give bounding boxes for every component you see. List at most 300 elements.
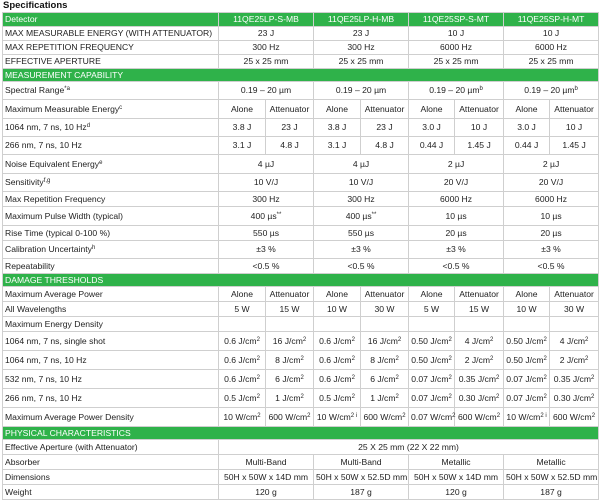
spec-value-text: Alone	[231, 289, 253, 299]
empty-cell	[314, 317, 361, 332]
spec-value	[455, 389, 504, 408]
spec-value	[409, 174, 504, 192]
spec-value-text: 0.30 J/cm	[553, 393, 592, 403]
spec-value	[550, 408, 599, 427]
spec-value	[314, 455, 409, 470]
spec-value	[219, 485, 314, 500]
spec-value	[314, 55, 409, 69]
spec-value-text: 20 V/J	[538, 177, 564, 187]
unit-exponent: 2	[395, 356, 399, 362]
spec-value	[504, 241, 599, 259]
spec-value	[504, 351, 550, 370]
unit-exponent: 2	[395, 394, 399, 400]
spec-value	[409, 470, 504, 485]
section-header-measurement	[3, 69, 599, 82]
spec-value	[314, 41, 409, 55]
spec-value-text: 1 J/cm	[275, 393, 301, 403]
row-label	[3, 241, 219, 259]
column-header	[219, 13, 314, 27]
column-header	[504, 13, 599, 27]
unit-exponent: 2	[448, 394, 452, 400]
density-row	[3, 351, 599, 370]
spec-value-text: 5 W	[234, 304, 250, 314]
footnote-marker: 2	[591, 413, 596, 419]
row-label-text: Maximum Pulse Width (typical)	[5, 211, 123, 221]
spec-value-text: 2 µJ	[447, 159, 465, 169]
spec-value	[504, 119, 550, 137]
spec-value-text: 10 J	[542, 28, 560, 38]
spec-value	[409, 155, 504, 174]
spec-value	[409, 259, 504, 274]
spec-value	[409, 55, 504, 69]
row-label-text: MAX MEASURABLE ENERGY (WITH ATTENUATOR)	[5, 28, 213, 38]
unit-exponent: 2	[496, 394, 500, 400]
spec-value-text: Alone	[326, 289, 348, 299]
row-label	[3, 27, 219, 41]
unit-exponent: 2	[490, 337, 494, 343]
spec-value	[504, 485, 599, 500]
spec-value	[409, 41, 504, 55]
footnote-marker: 2	[402, 413, 406, 419]
row-label	[3, 370, 219, 389]
row-label	[3, 485, 219, 500]
spec-value-text: 3.0 J	[422, 122, 441, 132]
spec-value-text: <0.5 %	[442, 261, 470, 271]
spec-value	[361, 370, 409, 389]
row-label	[3, 174, 219, 192]
spec-value-text: 4 J/cm	[464, 336, 491, 346]
spec-value-text: 0.6 J/cm	[224, 336, 257, 346]
spec-value	[504, 55, 599, 69]
unit-exponent: 2	[448, 375, 452, 381]
spec-value	[361, 351, 409, 370]
spec-value-text: 0.19 – 20 µm	[240, 85, 292, 95]
absorber-row	[3, 455, 599, 470]
spec-value	[314, 302, 361, 317]
row-label-text: 532 nm, 7 ns, 10 Hz	[5, 374, 82, 384]
spec-value-text: 0.50 J/cm	[411, 336, 449, 346]
spec-value-text: ±3 %	[351, 244, 371, 254]
spec-value	[219, 389, 266, 408]
spec-value-text: 10 V/J	[253, 177, 279, 187]
spec-value	[455, 302, 504, 317]
row-label-text: Sensitivity	[5, 177, 44, 187]
spec-value-text: 0.07 J/cm	[411, 393, 449, 403]
spec-value	[409, 137, 455, 155]
spec-value-text: 10 V/J	[348, 177, 374, 187]
noise-row	[3, 155, 599, 174]
unit-exponent: 2	[585, 356, 589, 362]
empty-cell	[504, 317, 550, 332]
spec-value	[219, 137, 266, 155]
unit-exponent: 2	[256, 356, 260, 362]
spec-value	[504, 332, 550, 351]
dimensions-row	[3, 470, 599, 485]
footnote-marker: f,g	[43, 178, 51, 184]
spec-value	[266, 332, 314, 351]
spec-value	[550, 351, 599, 370]
spec-value-text: 6000 Hz	[440, 42, 473, 52]
spec-value-text: 6 J/cm	[370, 374, 396, 384]
spec-value-text: 10 W	[516, 304, 537, 314]
spec-value-text: 3.0 J	[517, 122, 536, 132]
column-header-text: 11QE25LP-S-MB	[233, 14, 299, 24]
row-label-text: 1064 nm, 7 ns, 10 Hz	[5, 122, 87, 132]
spec-value	[550, 137, 599, 155]
spec-value-text: 600 W/cm	[268, 412, 308, 422]
spec-value-text: 0.5 J/cm	[319, 393, 352, 403]
footnote-marker: c	[119, 105, 123, 111]
spec-value	[314, 100, 361, 119]
row-label	[3, 192, 219, 207]
section-title	[3, 274, 599, 287]
footnote-marker: d	[86, 123, 91, 129]
spec-value	[219, 259, 314, 274]
spec-value-text: <0.5 %	[252, 261, 280, 271]
spec-value-text: <0.5 %	[537, 261, 565, 271]
footnote-marker: 2	[452, 413, 456, 419]
spec-value	[409, 455, 504, 470]
spec-value	[219, 332, 266, 351]
unit-exponent: 2	[591, 375, 595, 381]
spec-value	[266, 351, 314, 370]
footnote-marker: **	[371, 212, 377, 218]
spec-value	[409, 302, 455, 317]
spec-value	[266, 137, 314, 155]
spec-value	[361, 119, 409, 137]
spec-value-text: 3.8 J	[232, 122, 252, 132]
spec-value-text: Metallic	[536, 457, 566, 467]
spec-value	[504, 27, 599, 41]
density-row	[3, 332, 599, 351]
unit-exponent: 2	[543, 375, 547, 381]
footnote-marker: 2 i	[350, 413, 358, 419]
spec-value	[314, 332, 361, 351]
spec-value-text: Multi-Band	[340, 457, 382, 467]
unit-exponent: 2	[351, 337, 355, 343]
spec-value	[314, 137, 361, 155]
row-label	[3, 137, 219, 155]
spec-value-text: 6000 Hz	[535, 194, 568, 204]
footnote-marker: b	[479, 86, 483, 92]
spec-value	[409, 82, 504, 100]
spec-value	[550, 332, 599, 351]
spec-value	[409, 207, 504, 226]
spec-value-text: 1.45 J	[467, 140, 491, 150]
spec-value-text: ±3 %	[541, 244, 561, 254]
spec-value-text: 0.35 J/cm	[458, 374, 496, 384]
spec-value	[219, 100, 266, 119]
section-title	[3, 427, 599, 440]
row-label	[3, 389, 219, 408]
unit-exponent: 2	[490, 356, 494, 362]
spec-value-text: 4 µJ	[352, 159, 370, 169]
spec-value-text: 5 W	[423, 304, 440, 314]
weight-row	[3, 485, 599, 500]
spec-value	[314, 174, 409, 192]
specifications-table	[2, 12, 599, 500]
spectral-row	[3, 82, 599, 100]
spec-value	[266, 287, 314, 302]
spec-value-text: ±3 %	[256, 244, 276, 254]
spec-value	[504, 302, 550, 317]
spec-value	[550, 389, 599, 408]
spec-value	[504, 41, 599, 55]
spec-value	[550, 119, 599, 137]
spec-value	[455, 100, 504, 119]
spec-value-text: 0.07 W/cm	[411, 412, 453, 422]
spec-value	[409, 27, 504, 41]
spec-value	[219, 82, 314, 100]
spec-value-text: 2 J/cm	[464, 355, 491, 365]
unit-exponent: 2	[300, 375, 304, 381]
spec-value-text: 300 Hz	[252, 194, 280, 204]
spec-value	[409, 332, 455, 351]
spec-value-text: 120 g	[445, 487, 467, 497]
spec-value-text: 1.45 J	[562, 140, 586, 150]
spec-value-text: 0.50 J/cm	[506, 355, 544, 365]
spec-value	[455, 287, 504, 302]
footnote-marker: 2	[257, 413, 261, 419]
spec-value-text: ±3 %	[446, 244, 466, 254]
spec-value-text: Attenuator	[554, 104, 594, 114]
spec-value-text: 0.19 – 20 µm	[429, 85, 480, 95]
unit-exponent: 2	[585, 337, 589, 343]
spec-value	[219, 27, 314, 41]
spec-value-text: 120 g	[255, 487, 277, 497]
footnote-marker: 2 i	[540, 413, 547, 419]
spec-value	[504, 192, 599, 207]
spec-value	[504, 408, 550, 427]
spec-value-text: Alone	[231, 104, 253, 114]
spec-value	[314, 287, 361, 302]
spec-value	[314, 119, 361, 137]
footnote-marker: 2	[496, 413, 501, 419]
spec-value	[314, 241, 409, 259]
spec-value-text: 400 µs	[250, 211, 277, 221]
spec-value	[504, 259, 599, 274]
spec-value-text: 10 µs	[445, 211, 467, 221]
max-energy-row	[3, 100, 599, 119]
footnote-marker: **	[276, 212, 282, 218]
spec-value	[219, 470, 314, 485]
calib-row	[3, 241, 599, 259]
column-header-text: 11QE25SP-H-MT	[517, 14, 585, 24]
column-header	[409, 13, 504, 27]
row-label	[3, 207, 219, 226]
spec-value-text: 0.50 J/cm	[411, 355, 449, 365]
row-label-text: Maximum Measurable Energy	[5, 104, 120, 114]
spec-value-text: Attenuator	[459, 104, 499, 114]
spec-value	[361, 137, 409, 155]
empty-cell	[219, 317, 266, 332]
spec-value-text: 10 J	[565, 122, 583, 132]
spec-value-text: 3.8 J	[327, 122, 347, 132]
spec-value-text: 300 Hz	[347, 42, 375, 52]
spec-value-text: 8 J/cm	[370, 355, 396, 365]
spec-value-text: 10 J	[447, 28, 465, 38]
spec-value-text: Attenuator	[364, 289, 405, 299]
row-label-text: 266 nm, 7 ns, 10 Hz	[5, 140, 82, 150]
spec-value	[504, 389, 550, 408]
spec-value	[314, 470, 409, 485]
spec-value	[219, 440, 599, 455]
spec-value	[219, 155, 314, 174]
spec-value-text: 4 J/cm	[559, 336, 586, 346]
spec-value	[314, 408, 361, 427]
spec-value	[361, 408, 409, 427]
row-label-text: All Wavelengths	[5, 304, 67, 314]
spec-value-text: 16 J/cm	[272, 336, 303, 346]
spec-value-text: 50H x 50W x 14D mm	[223, 472, 309, 482]
unit-exponent: 2	[397, 337, 402, 343]
row-label	[3, 440, 219, 455]
row-label-text: Max Repetition Frequency	[5, 194, 106, 204]
section-title-text: DAMAGE THRESHOLDS	[5, 275, 104, 285]
spec-value-text: 23 J	[376, 122, 393, 132]
spec-value-text: 50H x 50W x 52.5D mm	[316, 472, 408, 482]
spec-value	[219, 207, 314, 226]
spec-value-text: 600 W/cm	[553, 412, 592, 422]
spec-row	[3, 27, 599, 41]
max-avg-power-row	[3, 287, 599, 302]
row-label-text: Rise Time (typical 0-100 %)	[5, 228, 111, 238]
spec-value	[455, 408, 504, 427]
spec-value	[409, 192, 504, 207]
spec-value	[314, 207, 409, 226]
spec-value	[504, 226, 599, 241]
section-title-text: MEASUREMENT CAPABILITY	[5, 70, 124, 80]
spec-value-text: 0.30 J/cm	[458, 393, 496, 403]
spec-value	[504, 82, 599, 100]
unit-exponent: 2	[591, 394, 595, 400]
column-header	[314, 13, 409, 27]
spec-value-text: Attenuator	[364, 104, 405, 114]
unit-exponent: 2	[256, 337, 260, 343]
spec-value-text: 0.6 J/cm	[319, 374, 352, 384]
spec-value-text: Multi-Band	[245, 457, 287, 467]
spec-value	[219, 370, 266, 389]
spec-value-text: 50H x 50W x 14D mm	[414, 472, 499, 482]
spec-value-text: 30 W	[374, 304, 395, 314]
spec-value	[314, 226, 409, 241]
spec-value	[361, 100, 409, 119]
spec-value-text: 3.1 J	[232, 140, 252, 150]
spec-value	[219, 192, 314, 207]
row-label-text: Maximum Energy Density	[5, 319, 103, 329]
header-row	[3, 13, 599, 27]
spec-value	[219, 174, 314, 192]
spec-value	[550, 287, 599, 302]
all-wavelengths-row	[3, 302, 599, 317]
row-label-text: 1064 nm, 7 ns, single shot	[5, 336, 106, 346]
max-avg-density-row	[3, 408, 599, 427]
effective-aperture-row	[3, 440, 599, 455]
row-label-text: Dimensions	[5, 472, 50, 482]
spec-row	[3, 55, 599, 69]
row-label-text: Spectral Range	[5, 85, 65, 95]
empty-cell	[455, 317, 504, 332]
row-label	[3, 470, 219, 485]
spec-value-text: 0.07 J/cm	[506, 374, 544, 384]
maxrep-row	[3, 192, 599, 207]
footnote-marker: *a	[64, 86, 70, 92]
row-label	[3, 100, 219, 119]
spec-value-text: 0.6 J/cm	[224, 374, 257, 384]
spec-value-text: Attenuator	[269, 289, 310, 299]
unit-exponent: 2	[543, 337, 547, 343]
row-label-text: EFFECTIVE APERTURE	[5, 56, 101, 66]
column-header-text: 11QE25SP-S-MT	[422, 14, 490, 24]
spec-value-text: 400 µs	[345, 211, 372, 221]
spec-value	[409, 351, 455, 370]
spec-value	[504, 470, 599, 485]
row-label	[3, 55, 219, 69]
unit-exponent: 2	[300, 394, 304, 400]
spec-value-text: 16 J/cm	[367, 336, 398, 346]
rise-row	[3, 226, 599, 241]
spec-value-text: 15 W	[279, 304, 300, 314]
spec-value-text: 20 V/J	[443, 177, 469, 187]
empty-cell	[409, 317, 455, 332]
spec-value-text: 10 µs	[540, 211, 562, 221]
spec-value-text: 10 W/cm	[316, 412, 351, 422]
spec-value	[409, 226, 504, 241]
spec-value	[219, 241, 314, 259]
row-label	[3, 119, 219, 137]
section-header-damage	[3, 274, 599, 287]
spec-value-text: Metallic	[441, 457, 471, 467]
column-header	[3, 13, 219, 27]
row-label	[3, 82, 219, 100]
spec-value	[314, 485, 409, 500]
spec-value-text: 1 J/cm	[370, 393, 396, 403]
spec-value-text: 600 W/cm	[363, 412, 403, 422]
spec-value	[219, 119, 266, 137]
empty-cell	[266, 317, 314, 332]
row-label-text: Effective Aperture (with Attenuator)	[5, 442, 138, 452]
spec-value	[455, 351, 504, 370]
spec-value-text: 0.07 J/cm	[506, 393, 544, 403]
spec-value	[266, 100, 314, 119]
section-title	[3, 69, 599, 82]
spec-value	[409, 241, 504, 259]
spec-value-text: 550 µs	[348, 228, 375, 238]
spec-value-text: Attenuator	[269, 104, 310, 114]
spec-value	[314, 82, 409, 100]
density-row	[3, 389, 599, 408]
spec-value-text: 23 J	[257, 28, 275, 38]
spec-value-text: 10 J	[470, 122, 488, 132]
spec-value-text: Alone	[326, 104, 348, 114]
spec-value-text: 187 g	[350, 487, 372, 497]
spec-value	[455, 332, 504, 351]
spec-value-text: 0.19 – 20 µm	[524, 85, 575, 95]
spec-value	[504, 100, 550, 119]
spec-value	[504, 174, 599, 192]
spec-value	[219, 408, 266, 427]
section-header-physical	[3, 427, 599, 440]
unit-exponent: 2	[351, 356, 355, 362]
spec-value-text: 10 W/cm	[223, 412, 258, 422]
spec-value-text: 50H x 50W x 52.5D mm	[506, 472, 598, 482]
spec-value-text: Alone	[420, 289, 443, 299]
unit-exponent: 2	[496, 375, 500, 381]
spec-row	[3, 41, 599, 55]
spec-value-text: 4 µJ	[257, 159, 275, 169]
row-label-text: Absorber	[5, 457, 40, 467]
spec-value-text: 2 µJ	[542, 159, 560, 169]
